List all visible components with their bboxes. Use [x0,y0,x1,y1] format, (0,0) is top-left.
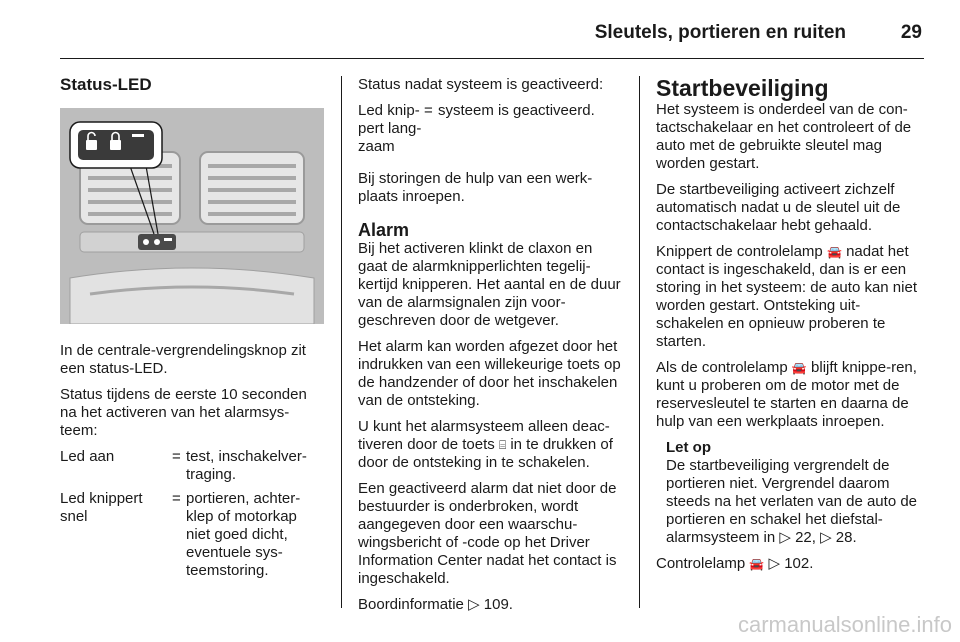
table-row [60,448,324,490]
note-text: De startbeveiliging vergrendelt de portieren niet. Vergrendel daarom steeds na het verlaten van de auto de portieren en schakel het diefstal-alarmsysteem in ▷ 22, ▷ 28. [666,457,918,546]
immobiliser-paragraph: De startbeveiliging activeert zichzelf automatisch nadat u de sleutel uit de contactschakelaar hebt gehaald. [656,181,901,234]
column-immobiliser [656,76,924,581]
alarm-paragraph: Een geactiveerd alarm dat niet door de bestuurder is onderbroken, wordt aangegeven door een waarschu-wingsbericht of -code op het Driver Information Center nadat het contact is ingeschakeld. [358,480,617,587]
section-heading-startbeveiliging: Startbeveiliging [656,75,829,101]
reference-link[interactable]: ▷ 102. [768,555,814,572]
status-first-10s: Status tijdens de eerste 10 seconden na het activeren van het alarmsys-teem: [60,386,307,439]
status-table-activated [358,102,622,162]
alarm-paragraph: Het alarm kan worden afgezet door het indrukken van een willekeurige toets op de handzender of door het inschakelen van de ontsteking. [358,338,621,409]
page-number: 29 [900,22,922,43]
caution-note [666,439,924,547]
table-row [358,102,622,162]
status-key: Led knip-pert lang-zaam [358,102,422,155]
equals-sign: = [172,490,181,507]
note-title: Let op [666,439,711,456]
reference-link[interactable]: 109. [483,596,513,613]
status-after-activation: Status nadat systeem is geactiveerd: [358,76,604,93]
immobiliser-lamp-icon: 🚘 [826,245,842,259]
immobiliser-paragraph [656,243,924,351]
immobiliser-paragraph [656,555,924,573]
column-alarm [358,76,622,622]
reference-label: Boordinformatie [358,596,464,613]
status-key: Led knippert snel [60,490,143,525]
equals-sign: = [424,102,433,119]
immobiliser-text: Knippert de controlelamp [656,243,823,260]
alarm-text: U kunt het alarmsysteem alleen deac-tiveren door de toets [358,418,610,453]
status-value: portieren, achter-klep of motorkap niet goed dicht, eventuele sys-teemstoring. [186,490,301,579]
alarm-paragraph [358,418,622,472]
page-reference-icon: ▷ [468,596,480,613]
status-value: systeem is geactiveerd. [438,102,595,119]
column-divider [341,76,342,608]
alarm-text: in te drukken of door de ontsteking in te schakelen. [358,436,613,471]
page-header [60,14,924,59]
status-value: test, inschakelver-traging. [186,448,307,483]
immobiliser-text: nadat het contact is ingeschakeld, dan is er een storing in het systeem: de auto kan niet worden gestart. Ontsteking uit-schakelen en opnieuw proberen te starten. [656,243,917,350]
status-led-intro: In de centrale-vergrendelingsknop zit een status-LED. [60,342,306,377]
status-table-initial [60,448,324,586]
immobiliser-lamp-icon: 🚘 [791,361,807,375]
section-heading-status-led: Status-LED [60,75,152,94]
alarm-paragraph: Bij het activeren klinkt de claxon en gaat de alarmknipperlichten tegelij-kertijd knipperen. Het aantal en de duur van de alarmsignalen zijn voor-geschreven door de wetgever. [358,240,621,329]
alarm-paragraph [358,596,622,614]
equals-sign: = [172,448,181,465]
column-status-led [60,76,324,594]
door-key-icon: ⌸ [498,438,507,452]
immobiliser-text: Controlelamp [656,555,746,572]
console-illustration [60,108,324,324]
watermark: carmanualsonline.info [737,612,952,637]
page-title: Sleutels, portieren en ruiten [594,22,846,43]
immobiliser-text: Als de controlelamp [656,359,788,376]
column-divider [639,76,640,608]
section-heading-alarm: Alarm [358,220,410,240]
immobiliser-paragraph [656,359,924,431]
immobiliser-paragraph: Het systeem is onderdeel van de con-tactschakelaar en het controleert of de auto met de gebruikte sleutel mag worden gestart. [656,101,912,172]
table-row [60,490,324,586]
status-key: Led aan [60,448,115,465]
immobiliser-text: blijft knippe-ren, kunt u proberen om de motor met de reservesleutel te starten en daarna de hulp van een werkplaats inroepen. [656,359,917,430]
malfunction-note: Bij storingen de hulp van een werk-plaats inroepen. [358,170,593,205]
immobiliser-lamp-icon: 🚘 [749,557,765,571]
